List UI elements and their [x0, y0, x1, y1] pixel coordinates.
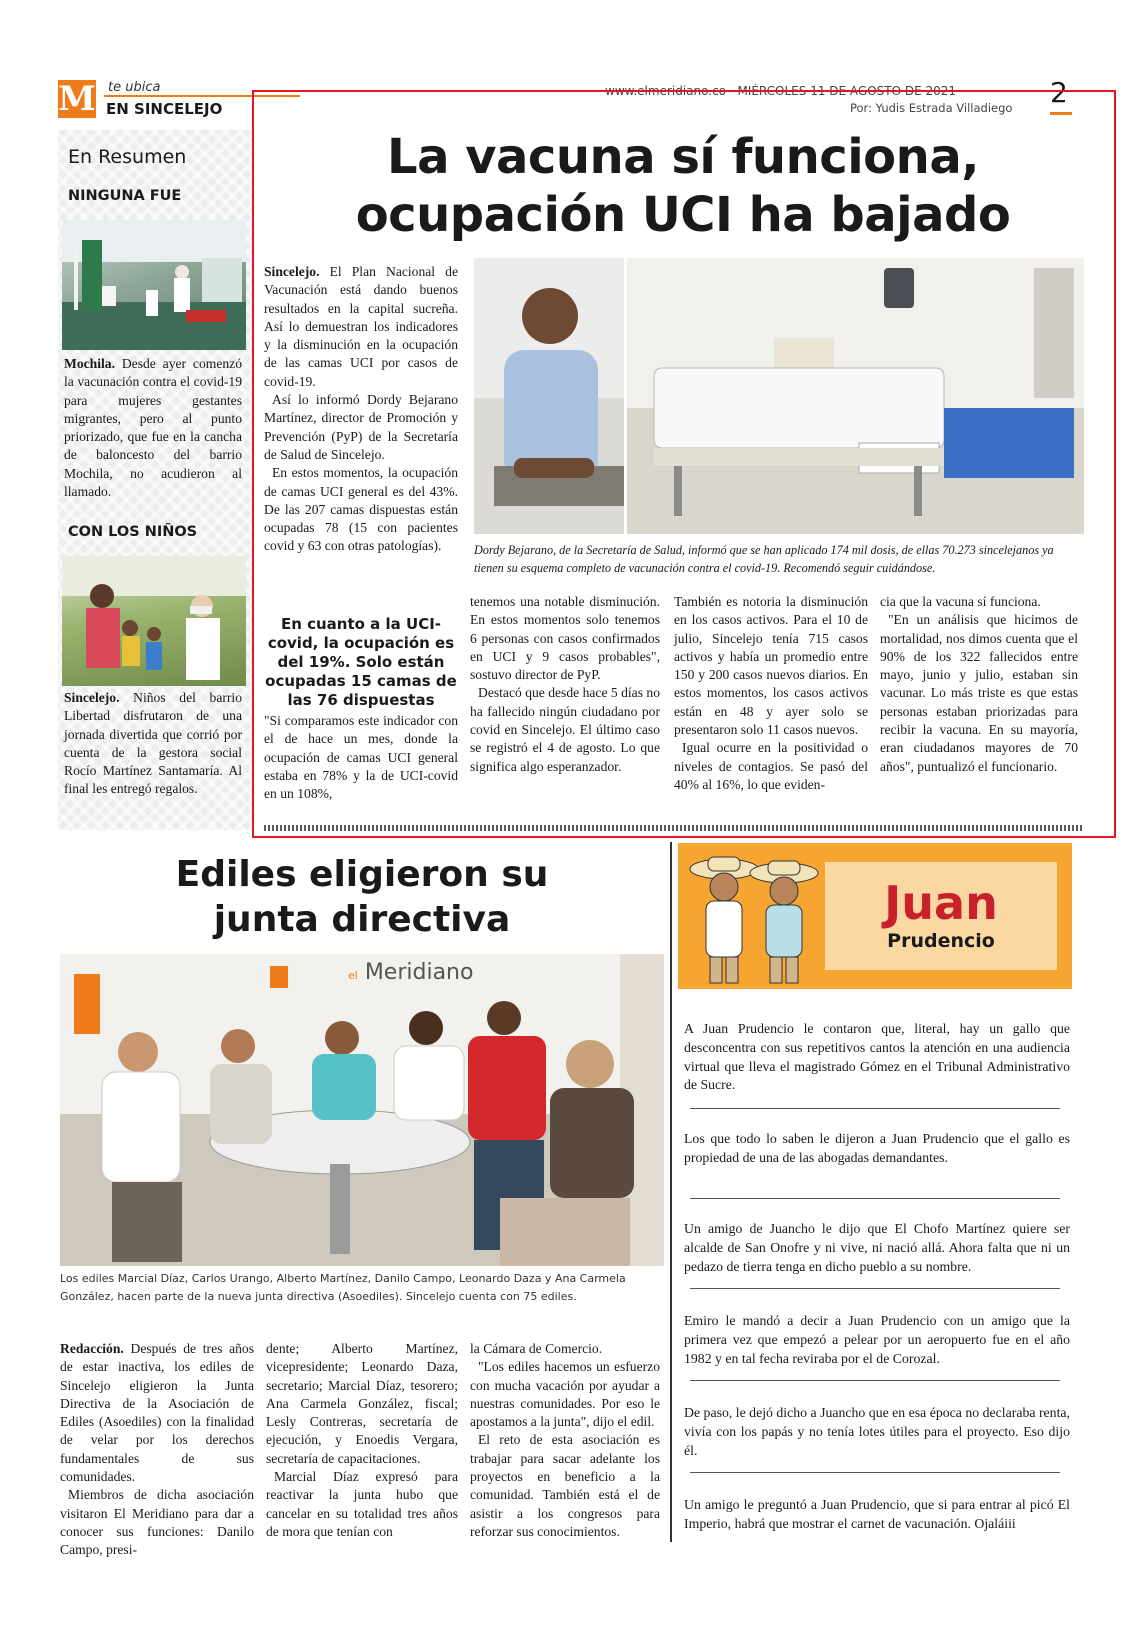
main-col-1-top [264, 263, 458, 556]
ediles-wall-small: el [348, 969, 358, 982]
main-lead: Sincelejo. [264, 264, 320, 279]
jp-item-1: A Juan Prudencio le contaron que, literal, hay un gallo que desconcentra con sus repetitivos cantos la atención en una audiencia virtual que lleva el magistrado Gómez en el Tribunal Administrativo de Sucre. [684, 1021, 1070, 1093]
main-col-3-p1: También es notoria la disminución en los casos activos. Para el 10 de julio, Sincelejo tenía 715 casos activos y había un promedio entre 150 y 200 casos nuevos diarios. En estos momentos, los casos activos están en 48 y ayer solo se presentaron solo 11 casos nuevos. [674, 594, 868, 738]
court-illustration [62, 220, 246, 350]
ediles-col-2-p1: dente; Alberto Martínez, vicepresidente; Leonardo Daza, secretario; Marcial Díaz, tesorero; Ana Carmela González, fiscal; Lesly Contreras, secretaría de ejecución, y Enoedis Vergara, secretaría de capacitaciones. [266, 1341, 458, 1466]
resumen-body-1: Desde ayer comenzó la vacunación contra el covid-19 para mujeres gestantes migrantes, pero al punto priorizado, que fue en la cancha de baloncesto del barrio Mochila, no acudieron al llamado. [64, 356, 242, 500]
ediles-headline [60, 852, 664, 942]
resumen-photo-vaccination-court [62, 220, 246, 350]
main-col-1-p3: En estos momentos, la ocupación de camas UCI general es del 43%. De las 207 camas dispuestas están ocupadas 78 (15 con pacientes covid y 63 con otras patologías). [264, 465, 458, 554]
main-col-2-p1: tenemos una notable disminución. En estos momentos solo tenemos 6 personas con casos confirmados en UCI y 9 casos probables", sostuvo director de PyP. [470, 594, 660, 683]
jp-separator-1 [690, 1108, 1060, 1109]
section-kicker: te ubica [108, 80, 161, 95]
main-col-1-p1-text: El Plan Nacional de Vacunación está dando buenos resultados en la capital sucreña. Así lo demuestran los indicadores y la disminución en la ocupación de las camas UCI por casos de covid-19. [264, 264, 458, 389]
ediles-col-1-p2: Miembros de dicha asociación visitaron El Meridiano para dar a conocer sus funciones: Danilo Campo, presi- [60, 1487, 254, 1558]
ediles-col-1-p1 [60, 1340, 254, 1486]
ediles-col-3-p2: "Los ediles hacemos un esfuerzo con mucha vacación por ayudar a nuestras comunidades. Por eso le apostamos a la junta", dijo el edil. [470, 1359, 660, 1430]
main-col-4-p2: "En un análisis que hicimos de mortalidad, nos dimos cuenta que el 90% de los 322 fallecidos entre mayo, junio y julio, estaban sin vacunar. Lo más triste es que estas personas estaban priorizadas para recibir la vacuna. En su mayoría, eran ciudadanos mayores de 70 años", puntualizó el funcionario. [880, 612, 1078, 774]
main-col-4-p1: cia que la vacuna sí funciona. [880, 594, 1041, 609]
ediles-photo-caption: Los ediles Marcial Díaz, Carlos Urango, Alberto Martínez, Danilo Campo, Leonardo Daza y Ana Carmela González, hacen parte de la nueva junta directiva (Asoediles). Sincelejo cuenta con 75 ediles. [60, 1272, 626, 1303]
jp-separator-5 [690, 1472, 1060, 1473]
main-col-1-p1 [264, 263, 458, 391]
jp-separator-4 [690, 1380, 1060, 1381]
ediles-col-3-p3: El reto de esta asociación es trabajar para sacar adelante los proyectos en beneficio a la comunidad. También está el de asistir a los congresos para reforzar sus conocimientos. [470, 1432, 660, 1539]
resumen-text-2 [64, 689, 242, 799]
main-photo-caption: Dordy Bejarano, de la Secretaría de Salud, informó que se han aplicado 174 mil dosis, de ellas 70.273 sincelejanos ya tienen su esquema completo de vacunación contra el covid-19. Recomendó seguir cuidándose. [474, 543, 1054, 575]
column-divider [670, 842, 672, 1542]
ediles-photo [60, 954, 664, 1266]
main-col-1-p4: "Si comparamos este indicador con el de hace un mes, donde la ocupación de camas UCI general estaba en 78% y la de UCI-covid en un 108%, [264, 713, 458, 802]
section-name: EN SINCELEJO [106, 100, 223, 118]
page-number: 2 [1050, 76, 1068, 109]
resumen-lead-1: Mochila. [64, 356, 115, 371]
main-headline-line-1: La vacuna sí funciona, [387, 129, 979, 185]
juan-prudencio-title: Juan [884, 876, 998, 930]
farmers-cartoon-icon [678, 843, 828, 989]
ediles-headline-line-1: Ediles eligieron su [175, 854, 549, 895]
resumen-text-1 [64, 355, 242, 501]
jp-item-3: Un amigo de Juancho le dijo que El Chofo Martínez quiere ser alcalde de San Onofre y ni vive, ni nació allá. Ahora falta que ni un pedazo de tierra tenga en dicho pueblo a su nombre. [684, 1221, 1070, 1274]
main-col-1-bottom [264, 712, 458, 803]
ediles-lead: Redacción. [60, 1341, 124, 1356]
header-url-date: www.elmeridiano.co · MIÉRCOLES 11 DE AGOSTO DE 2021 [605, 84, 957, 98]
main-col-3 [674, 593, 868, 794]
ediles-col-3 [470, 1340, 660, 1541]
main-headline-line-2: ocupación UCI ha bajado [355, 187, 1011, 243]
ediles-photo-wall-brand [348, 960, 473, 985]
pull-quote: En cuanto a la UCI-covid, la ocupación es del 19%. Solo están ocupadas 15 camas de las 76 dispuestas [265, 615, 457, 709]
main-col-2-p2: Destacó que desde hace 5 días no ha fallecido ningún ciudadano por covid en Sincelejo. El último caso se registró el 4 de agosto. Lo que significa algo esperanzador. [470, 685, 660, 774]
ediles-col-3-p1: la Cámara de Comercio. [470, 1341, 603, 1356]
ediles-col-1-p1-text: Después de tres años de estar inactiva, los ediles de Sincelejo eligieron la Junta Directiva de la Asociación de Ediles (Asoediles) con la finalidad de velar por los derechos fundamentales de sus comunidades. [60, 1341, 254, 1485]
ediles-wall-brand-text: Meridiano [364, 960, 474, 985]
story-end-rule [264, 825, 1084, 831]
resumen-heading-2: CON LOS NIÑOS [68, 524, 198, 540]
main-photo [474, 258, 1084, 534]
jp-item-2: Los que todo lo saben le dijeron a Juan Prudencio que el gallo es propiedad de una de las abogadas demandantes. [684, 1131, 1070, 1165]
byline: Por: Yudis Estrada Villadiego [850, 101, 1013, 115]
main-photo-illustration [474, 258, 1084, 534]
resumen-heading-1: NINGUNA FUE [68, 188, 182, 204]
ediles-headline-line-2: junta directiva [213, 899, 511, 940]
ediles-photo-illustration [60, 954, 664, 1266]
ediles-col-2 [266, 1340, 458, 1541]
main-col-2 [470, 593, 660, 776]
children-illustration [62, 556, 246, 686]
jp-item-6: Un amigo le preguntó a Juan Prudencio, que si para entrar al picó El Imperio, habrá que mostrar el carnet de vacunación. Ojaláiii [684, 1497, 1070, 1531]
juan-prudencio-subtitle: Prudencio [887, 930, 995, 952]
main-col-3-p2: Igual ocurre en la positividad o niveles de contagios. Se pasó del 40% al 16%, lo que eviden- [674, 740, 868, 792]
jp-separator-3 [690, 1288, 1060, 1289]
meridiano-logo: M [58, 79, 96, 119]
ediles-col-2-p2: Marcial Díaz expresó para reactivar la junta hubo que cancelar en su totalidad tres años de mora que tenían con [266, 1469, 458, 1539]
resumen-title: En Resumen [68, 146, 187, 168]
jp-item-4: Emiro le mandó a decir a Juan Prudencio con un amigo que la primera vez que empezó a pelear por un aeropuerto fue en el año 1982 y en tal fecha reviraba por el de Corozal. [684, 1313, 1070, 1366]
main-headline [260, 128, 1106, 244]
resumen-body-2: Niños del barrio Libertad disfrutaron de una jornada divertida que corrió por cuenta de la gestora social Rocío Martínez Santamaría. Al final les entregó regalos. [64, 690, 242, 797]
jp-item-5: De paso, le dejó dicho a Juancho que en esa época no declaraba renta, vivía con los papás y no tenía lotes útiles para el proyecto. Eso dijo él. [684, 1405, 1070, 1458]
resumen-photo-children [62, 556, 246, 686]
jp-separator-2 [690, 1198, 1060, 1199]
main-col-4 [880, 593, 1078, 776]
resumen-lead-2: Sincelejo. [64, 690, 120, 705]
ediles-col-1 [60, 1340, 254, 1560]
main-col-1-p2: Así lo informó Dordy Bejarano Martínez, director de Promoción y Prevención (PyP) de la Secretaría de Salud de Sincelejo. [264, 392, 458, 462]
